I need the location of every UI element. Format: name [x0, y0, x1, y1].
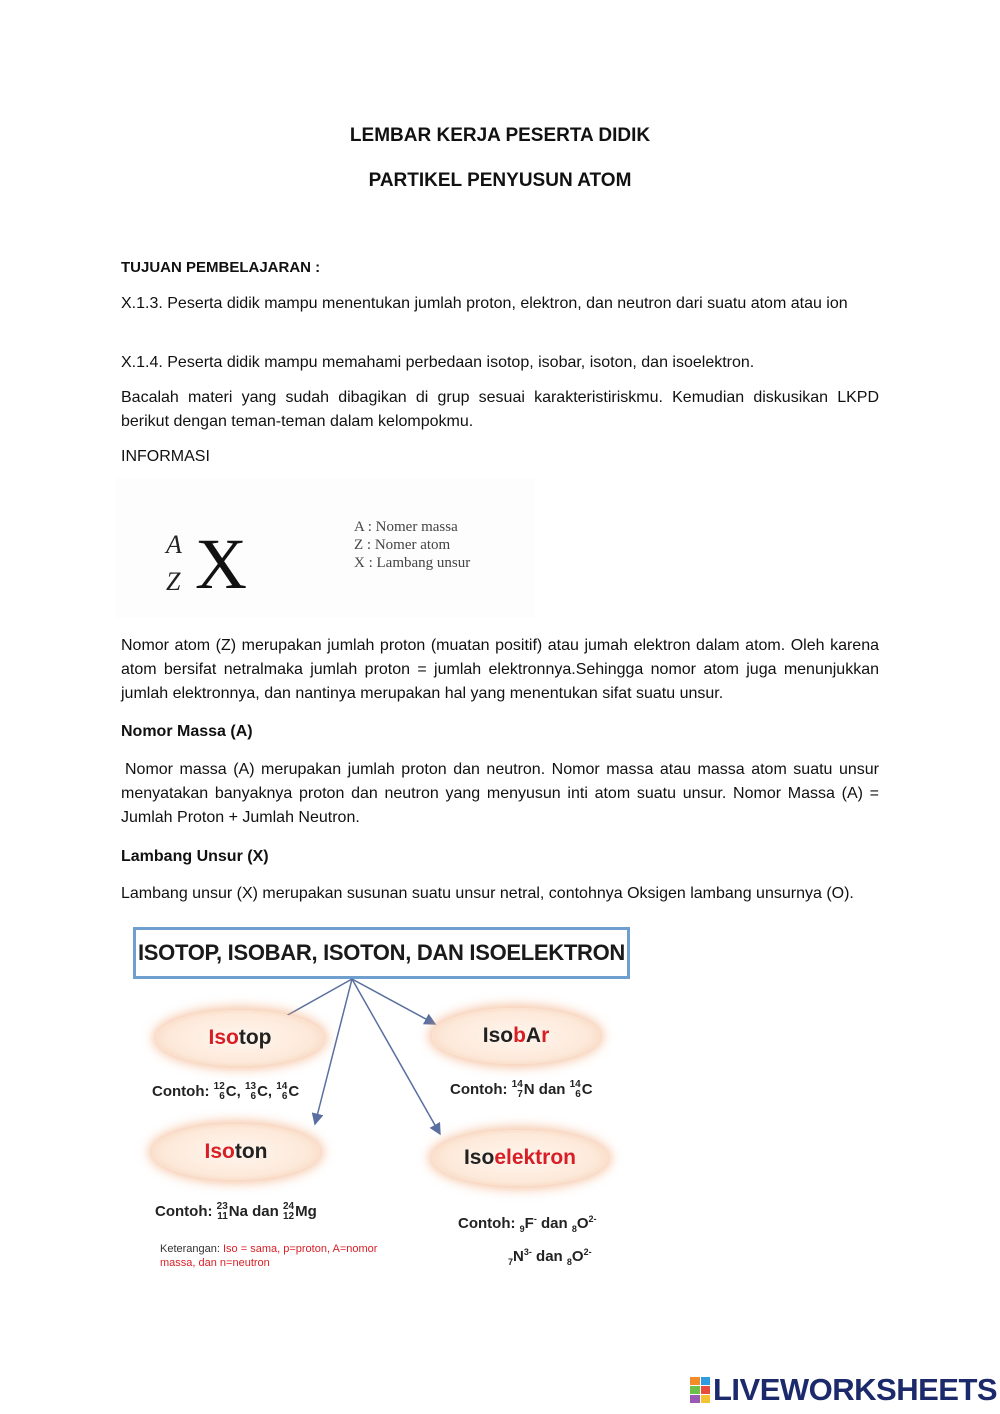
legend-atomic: Z : Nomer atom — [354, 537, 451, 553]
isobar-example: Contoh: 14 7 N dan 14 6 C — [450, 1079, 593, 1100]
mass-number-paragraph: Nomor massa (A) merupakan jumlah proton dan neutron. Nomor massa atau massa atom suatu unsur menyatakan banyaknya proton dan neutron yang menyusun inti atom suatu unsur. Nomor Massa (A) = Jumlah Proton + Jumlah Neutron. — [121, 761, 879, 826]
element-symbol-paragraph: Lambang unsur (X) merupakan susunan suatu unsur netral, contohnya Oksigen lambang unsurnya (O). — [121, 885, 854, 902]
arrow-to-isoton — [315, 979, 352, 1124]
logo-text: LIVEWORKSHEETS — [713, 1372, 998, 1407]
logo-grid-icon — [690, 1377, 710, 1403]
isoelektron-example-2: $_7N^{3-}$ dan $_8O^{2-}$ — [508, 1247, 592, 1267]
isoelektron-example-1: Contoh: $_9$F- dan $_8O^{2-}$ — [458, 1214, 597, 1234]
isobar-label-3: A — [525, 1024, 542, 1047]
mass-number-heading: Nomor Massa (A) — [121, 723, 253, 740]
note-mass-neutron: A=nomor massa, dan n=neutron — [160, 1243, 378, 1269]
isoton-label-dark: ton — [234, 1140, 268, 1163]
objective-1: X.1.3. Peserta didik mampu menentukan jumlah proton, elektron, dan neutron dari suatu atom atau ion — [121, 295, 848, 312]
isotop-label-dark: top — [238, 1026, 272, 1049]
page-subtitle: PARTIKEL PENYUSUN ATOM — [368, 170, 632, 191]
isotop-example: Contoh: 12 6 C, 13 6 C, 14 6 C — [152, 1081, 300, 1102]
isoelektron-label-dark: Iso — [463, 1146, 495, 1169]
isobar-example-join: dan — [538, 1080, 566, 1098]
isotop-example-prefix: Contoh: — [152, 1082, 210, 1100]
isoton-example-join: dan — [252, 1202, 279, 1220]
note-proton: p=proton, — [283, 1243, 333, 1255]
instructions: Bacalah materi yang sudah dibagikan di grup sesuai karakteristiriskmu. Kemudian diskusikan LKPD berikut dengan teman-teman dalam kelompokmu. — [121, 389, 879, 430]
isotop-label-red: Iso — [208, 1026, 239, 1049]
objectives-heading: TUJUAN PEMBELAJARAN : — [121, 259, 321, 276]
isoton-oval — [152, 1124, 320, 1180]
liveworksheets-logo — [690, 1372, 997, 1408]
isoton-example-prefix: Contoh: — [155, 1202, 213, 1220]
legend-mass: A : Nomer massa — [354, 519, 458, 535]
element-symbol-heading: Lambang Unsur (X) — [121, 848, 269, 865]
isoelektron-example-join-2: dan — [536, 1248, 563, 1265]
isobar-label-2: b — [513, 1024, 526, 1047]
isoelektron-oval — [432, 1130, 608, 1186]
objective-2: X.1.4. Peserta didik mampu memahami perbedaan isotop, isobar, isoton, dan isoelektron. — [121, 354, 755, 371]
atomic-number-paragraph: Nomor atom (Z) merupakan jumlah proton (muatan positif) atau jumah elektron dalam atom. Oleh karena atom bersifat netralmaka jumlah proton = jumlah elektronnya.Sehingga nomor atom juga menunjukkan jumlah elektronnya, dan nantinya merupakan hal yang menentukan sifat suatu unsur. — [121, 637, 879, 702]
iso-diagram — [130, 924, 635, 1282]
isotop-oval — [156, 1010, 324, 1066]
isoton-label-red: Iso — [204, 1140, 235, 1163]
isobar-label-1: Iso — [482, 1024, 514, 1047]
note-prefix: Keterangan: — [160, 1243, 223, 1255]
diagram-note — [160, 1242, 410, 1270]
diagram-title: ISOTOP, ISOBAR, ISOTON, DAN ISOELEKTRON — [133, 927, 630, 979]
info-label: INFORMASI — [121, 448, 210, 465]
isoton-example: Contoh: 23 11 Na dan 24 12 Mg — [155, 1201, 317, 1222]
mass-number-symbol: A — [166, 530, 182, 559]
legend-symbol: X : Lambang unsur — [354, 555, 471, 571]
isoelektron-example-prefix: Contoh: — [458, 1215, 516, 1232]
page-title: LEMBAR KERJA PESERTA DIDIK — [349, 125, 651, 146]
note-iso: Iso = sama, — [223, 1243, 284, 1255]
isoelektron-label-red: elektron — [494, 1146, 577, 1169]
element-symbol: X — [195, 524, 247, 604]
isobar-example-prefix: Contoh: — [450, 1080, 508, 1098]
isobar-label-4: r — [541, 1024, 550, 1047]
isoelektron-example-join-1: dan — [541, 1215, 568, 1232]
isobar-oval — [432, 1008, 600, 1064]
atomic-number-symbol: Z — [166, 567, 181, 596]
